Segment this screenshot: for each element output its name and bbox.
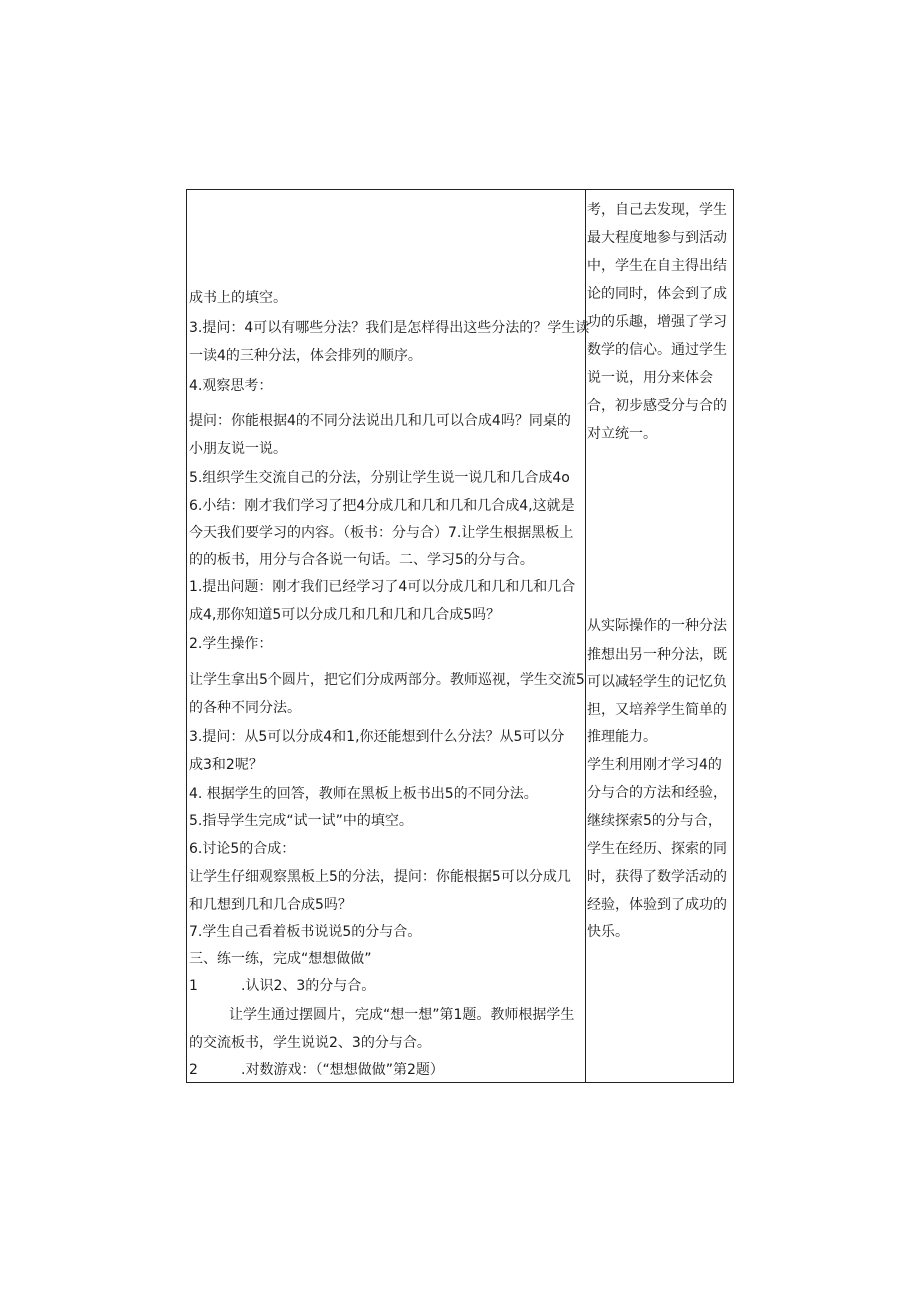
right-line: 学生利用刚才学习4的 (587, 757, 722, 773)
right-line: 分与合的方法和经验， (587, 785, 727, 801)
left-line: 的的板书，用分与合各说一句话。二、学习5的分与合。 (189, 552, 534, 568)
item-text: .认识2、3的分与合。 (241, 978, 376, 994)
right-line: 说一说，用分来体会 (587, 370, 713, 386)
left-line: 4.观察思考： (189, 378, 273, 394)
left-line: 的交流板书，学生说说2、3的分与合。 (189, 1035, 431, 1051)
right-line: 推想出另一种分法，既 (587, 647, 727, 663)
left-line: 成书上的填空。 (189, 290, 287, 306)
left-line: 5.指导学生完成“试一试”中的填空。 (189, 813, 413, 829)
left-line: 6.小结：刚才我们学习了把4分成几和几和几和几合成4,这就是 (189, 498, 575, 514)
left-line: 5.组织学生交流自己的分法，分别让学生说一说几和几合成4o (189, 470, 570, 486)
right-line: 最大程度地参与到活动 (587, 230, 727, 246)
numbered-item-1 (189, 976, 375, 996)
right-line: 数学的信心。通过学生 (587, 342, 727, 358)
right-line: 从实际操作的一种分法 (587, 618, 727, 634)
numbered-item-2 (189, 1060, 444, 1080)
right-line: 可以减轻学生的记忆负 (587, 674, 727, 690)
left-line: 3.提问：4可以有哪些分法？我们是怎样得出这些分法的？学生读 (189, 320, 590, 336)
left-line: 让学生拿出5个圆片，把它们分成两部分。教师巡视，学生交流5 (189, 672, 585, 688)
right-line: 对立统一。 (587, 426, 657, 442)
left-line: 7.学生自己看着板书说说5的分与合。 (189, 924, 422, 940)
left-line: 2.学生操作： (189, 636, 273, 652)
left-line: 1.提出问题：刚才我们已经学习了4可以分成几和几和几和几合 (189, 579, 576, 595)
right-line: 考，自己去发现，学生 (587, 202, 727, 218)
left-line: 今天我们要学习的内容。（板书：分与合）7.让学生根据黑板上 (189, 525, 574, 541)
right-line: 推理能力。 (587, 729, 657, 745)
left-line: 三、练一练，完成“想想做做” (189, 951, 372, 967)
item-text: .对数游戏：（“想想做做”第2题） (241, 1062, 444, 1078)
left-line: 提问：你能根据4的不同分法说出几和几可以合成4吗？同桌的 (189, 413, 571, 429)
left-line: 3.提问：从5可以分成4和1,你还能想到什么分法？从5可以分 (189, 729, 565, 745)
left-line: 成3和2呢？ (189, 757, 263, 773)
left-line: 的各种不同分法。 (189, 700, 301, 716)
right-line: 继续探索5的分与合， (587, 813, 722, 829)
left-line: 成4,那你知道5可以分成几和几和几和几合成5吗？ (189, 607, 501, 623)
left-line-indented: 让学生通过摆圆片，完成“想一想”第1题。教师根据学生 (229, 1007, 575, 1023)
left-line: 6.讨论5的合成： (189, 841, 296, 857)
right-line: 功的乐趣，增强了学习 (587, 314, 727, 330)
right-line: 时，获得了数学活动的 (587, 869, 727, 885)
right-line: 中，学生在自主得出结 (587, 258, 727, 274)
right-line: 经验，体验到了成功的 (587, 897, 727, 913)
left-line: 4. 根据学生的回答，教师在黑板上板书出5的不同分法。 (189, 786, 538, 802)
lesson-table (186, 189, 734, 1083)
item-number: 2 (189, 1062, 198, 1078)
right-line: 论的同时，体会到了成 (587, 286, 727, 302)
left-line: 让学生仔细观察黑板上5的分法，提问：你能根据5可以分成几 (189, 869, 571, 885)
item-number: 1 (189, 978, 198, 994)
left-line: 小朋友说一说。 (189, 441, 287, 457)
right-line: 学生在经历、探索的同 (587, 841, 727, 857)
left-line: 一读4的三种分法，体会排列的顺序。 (189, 348, 422, 364)
right-line: 合，初步感受分与合的 (587, 398, 727, 414)
right-line: 快乐。 (587, 924, 629, 940)
left-line: 和几想到几和几合成5吗？ (189, 897, 352, 913)
right-line: 担，又培养学生简单的 (587, 702, 727, 718)
